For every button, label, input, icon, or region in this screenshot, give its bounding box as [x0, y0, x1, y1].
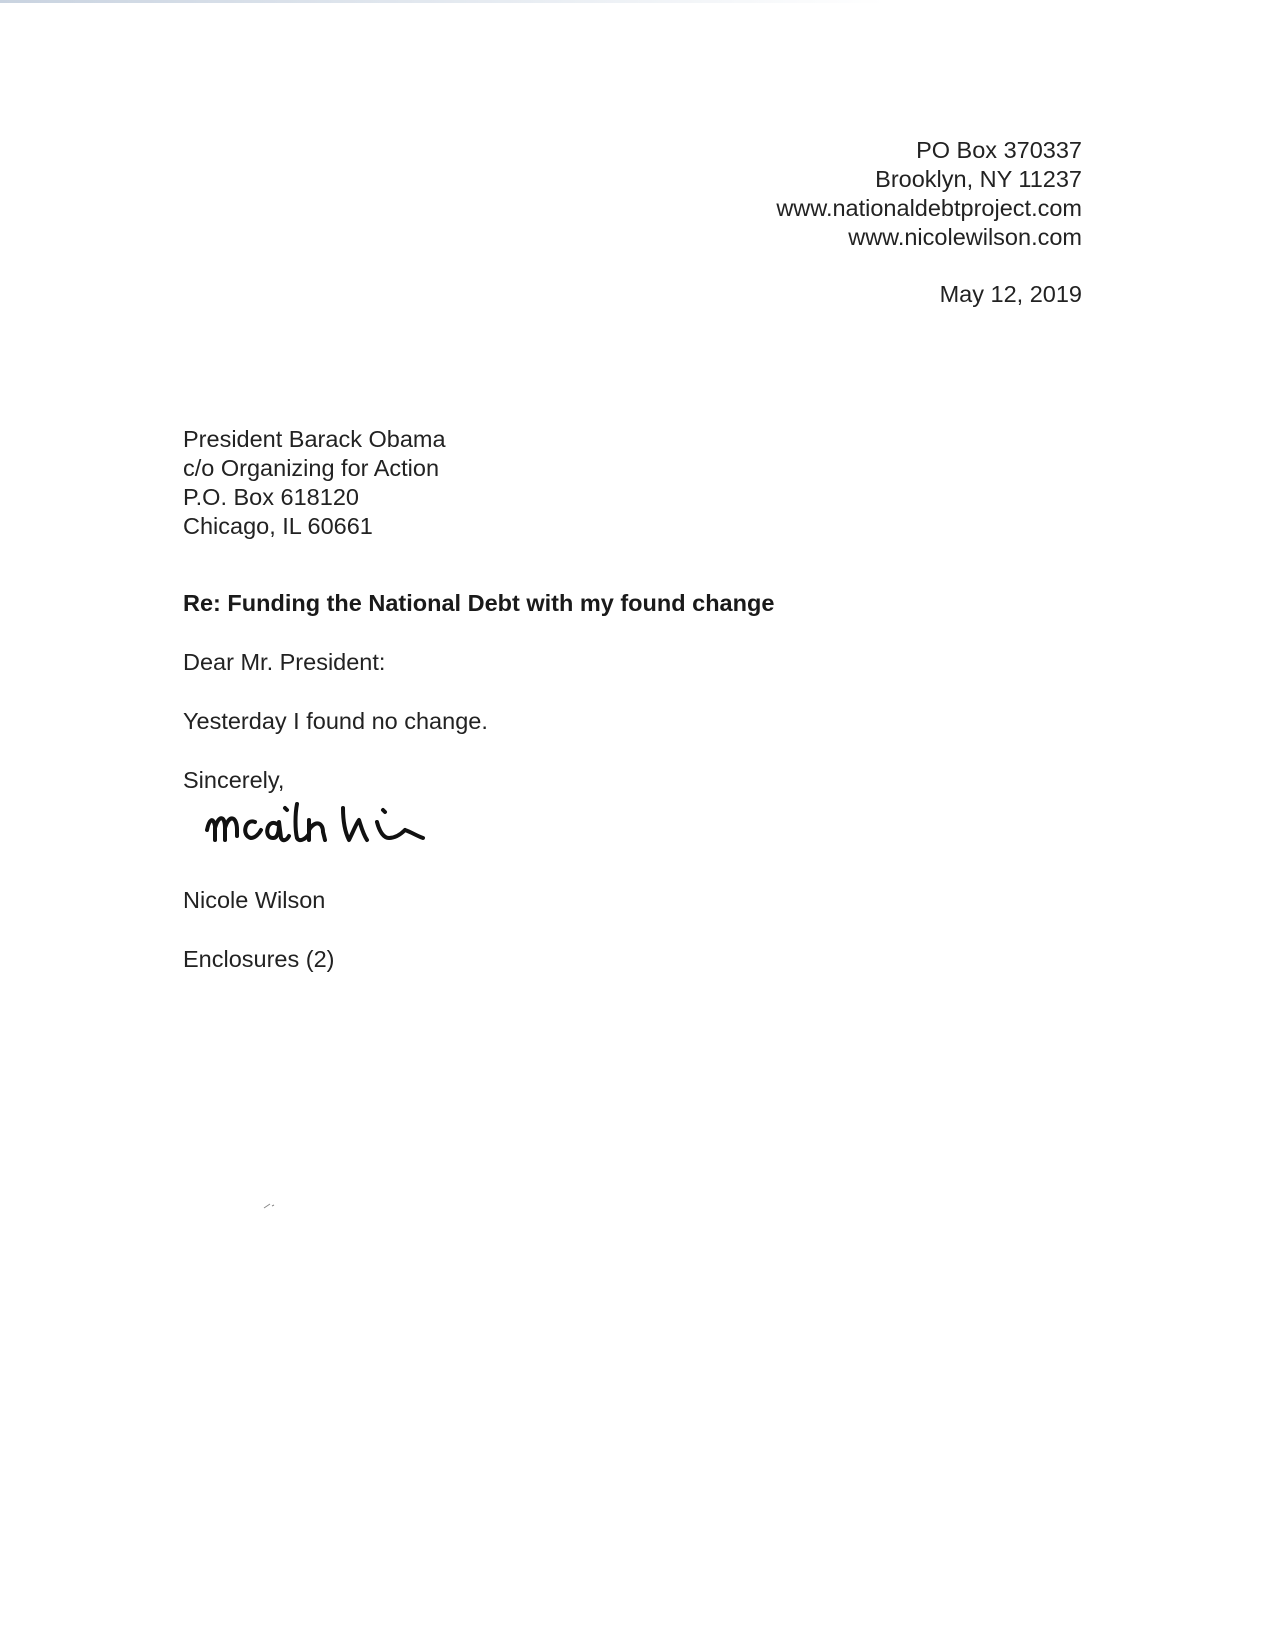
recipient-city-state: Chicago, IL 60661: [183, 513, 373, 539]
sender-address-block: [776, 136, 1082, 252]
body-paragraph: Yesterday I found no change.: [183, 708, 488, 734]
recipient-name: President Barack Obama: [183, 426, 446, 452]
sender-website-2: www.nicolewilson.com: [848, 224, 1082, 250]
recipient-po-box: P.O. Box 618120: [183, 484, 359, 510]
subject-line: Re: Funding the National Debt with my found change: [183, 590, 775, 616]
recipient-address-block: [183, 425, 446, 541]
recipient-care-of: c/o Organizing for Action: [183, 455, 440, 481]
sender-website-1: www.nationaldebtproject.com: [776, 195, 1082, 221]
enclosures-note: Enclosures (2): [183, 946, 335, 972]
salutation: Dear Mr. President:: [183, 649, 386, 675]
scan-edge: [0, 0, 1265, 3]
sender-city-state: Brooklyn, NY 11237: [875, 166, 1082, 192]
scan-speck: [262, 1200, 282, 1210]
closing: Sincerely,: [183, 767, 285, 793]
handwritten-signature: [205, 800, 445, 870]
signer-name: Nicole Wilson: [183, 887, 326, 913]
sender-po-box: PO Box 370337: [916, 137, 1082, 163]
letter-date: May 12, 2019: [939, 281, 1082, 307]
